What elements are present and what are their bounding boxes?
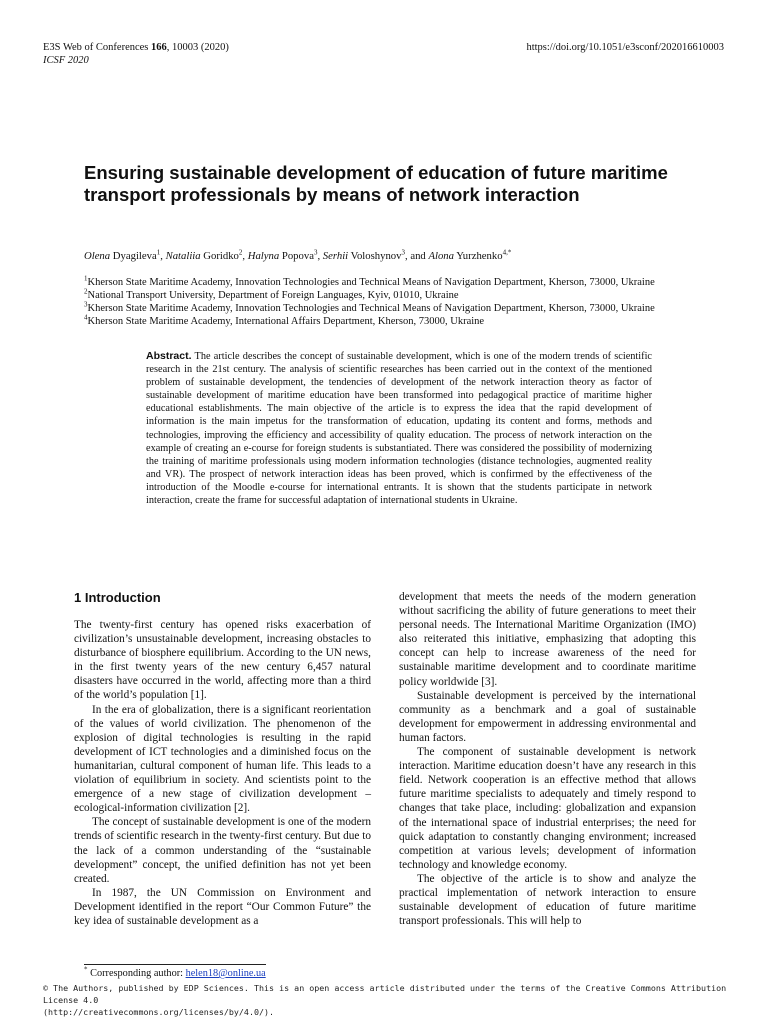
volume-number: 166 <box>151 42 167 53</box>
author: Alona Yurzhenko$^{4,*}$ <box>428 248 512 262</box>
footnote-label: Corresponding author: <box>87 968 186 979</box>
author: Olena Dyagileva$^1$, <box>84 248 166 262</box>
article-number: , 10003 (2020) <box>166 42 229 53</box>
doi-link[interactable]: https://doi.org/10.1051/e3sconf/202016610003 <box>526 42 724 53</box>
footnote-marker: * <box>84 965 88 974</box>
affiliation: $^1$Kherson State Maritime Academy, Innovation Technologies and Technical Means of Navigation Department, Kherson, 73000, Ukraine <box>84 274 655 288</box>
body-column-left <box>74 618 371 928</box>
abstract-text: The article describes the concept of sustainable development, which is one of the modern trends of scientific research in the 21st century. The analysis of scientific researches has been carried out in the context of the mentioned problem of sustainable development, the tendencies of development of the network interaction theory as factor of sustainable development of maritime education have been transformed into pedagogical practice of maritime higher educational establishments. The main objective of the article is to express the idea that the rapid development of information is the main impetus for the transformation of education, updating its content and forms, methods and technologies, improving the efficiency and accessibility of quality education. The process of network interaction on the example of creating an e-course for foreign students is substantiated. There was considered the possibility of modernizing the training of maritime professionals using modern information technologies (distance technologies, augmented reality and VR). The prospect of network interaction ideas has been proved, which is confirmed by the effectiveness of the introduction of the Moodle e-course for international entrants. It is shown that the students participate in network interaction, create the frame for successful adaptation of international students in Ukraine. <box>146 351 652 507</box>
corresponding-author-footnote <box>84 967 266 980</box>
author: Halyna Popova$^3$, <box>247 248 323 262</box>
abstract <box>146 350 652 507</box>
running-header-left <box>43 41 229 67</box>
affiliation: $^2$National Transport University, Department of Foreign Languages, Kyiv, 01010, Ukraine <box>84 287 459 301</box>
body-paragraph: The objective of the article is to show and analyze the practical implementation of network interaction to ensure sustainable development of education of future maritime transport professionals. This will help to <box>399 872 696 928</box>
author: Serhii Voloshynov$^3$, and <box>322 248 429 262</box>
body-paragraph: The component of sustainable development is network interaction. Maritime education doesn’t have any research in this field. Network cooperation is an effective method that allows future maritime specialists to adequately and timely respond to changes that take place, including: globalization and expansion of the international space of industrial enterprises; the need for quick adaptation to constantly changing environment; increased competition at various levels; development of information technology and knowledge economy. <box>399 746 696 871</box>
body-paragraph: The twenty-first century has opened risks exacerbation of civilization’s unsustainable development, increasing obstacles to disturbance of biosphere equilibrium. According to the UN news, in the first twenty years of the new century 6,457 natural disasters have occurred in the world, affecting more than a third of the world’s population [1]. <box>74 619 371 702</box>
section-heading-introduction: 1 Introduction <box>74 590 161 605</box>
conference-name: ICSF 2020 <box>43 55 89 66</box>
body-paragraph: Sustainable development is perceived by the international community as a benchmark and a goal of sustainable development for empowerment in addressing environmental and human factors. <box>399 689 696 744</box>
affiliation: $^3$Kherson State Maritime Academy, Innovation Technologies and Technical Means of Navigation Department, Kherson, 73000, Ukraine <box>84 300 655 314</box>
body-paragraph: In the era of globalization, there is a significant reorientation of the values of world civilization. The phenomenon of the explosion of digital technologies is resulting in the rapid development of ICT technologies and a diminished focus on the humanitarian, cultural component of human life. This leads to a violation of equilibrium in society. And scientists point to the emergence of a new stage of civilization development – ecological-information civilization [2]. <box>74 703 371 815</box>
journal-citation <box>43 41 229 54</box>
author-list <box>84 249 724 263</box>
license-url[interactable]: (http://creativecommons.org/licenses/by/4.0/). <box>43 1007 275 1017</box>
body-paragraph: The concept of sustainable development is one of the modern trends of scientific research in the twenty-first century. But due to the lack of a common understanding of the “sustainable development” concept, the unified definition has not yet been created. <box>74 816 371 885</box>
abstract-label: Abstract. <box>146 350 192 362</box>
footnote-rule <box>84 964 266 965</box>
author-email-link[interactable]: helen18@online.ua <box>185 968 266 979</box>
body-column-right <box>399 590 696 928</box>
affiliation: $^4$Kherson State Maritime Academy, International Affairs Department, Kherson, 73000, Ukraine <box>84 313 485 327</box>
body-paragraph: In 1987, the UN Commission on Environment and Development identified in the report “Our Common Future” the key idea of sustainable development as a <box>74 886 371 927</box>
license-text: © The Authors, published by EDP Sciences. This is an open access article distributed under the terms of the Creative Commons Attribution License 4.0 <box>43 983 727 1005</box>
affiliation-list <box>84 276 724 328</box>
journal-name: E3S Web of Conferences <box>43 42 152 53</box>
license-notice <box>43 982 727 1018</box>
paper-title: Ensuring sustainable development of education of future maritime transport professionals by means of network interaction <box>84 162 668 205</box>
author: Nataliia Goridko$^2$, <box>165 248 248 262</box>
body-paragraph: development that meets the needs of the modern generation without sacrificing the ability of future generations to meet their personal needs. The International Maritime Organization (IMO) also reiterated this initiative, emphasizing that adopting this concept can help to increase awareness of the need for sustainable maritime development and to coordinate maritime policy worldwide [3]. <box>399 591 696 688</box>
